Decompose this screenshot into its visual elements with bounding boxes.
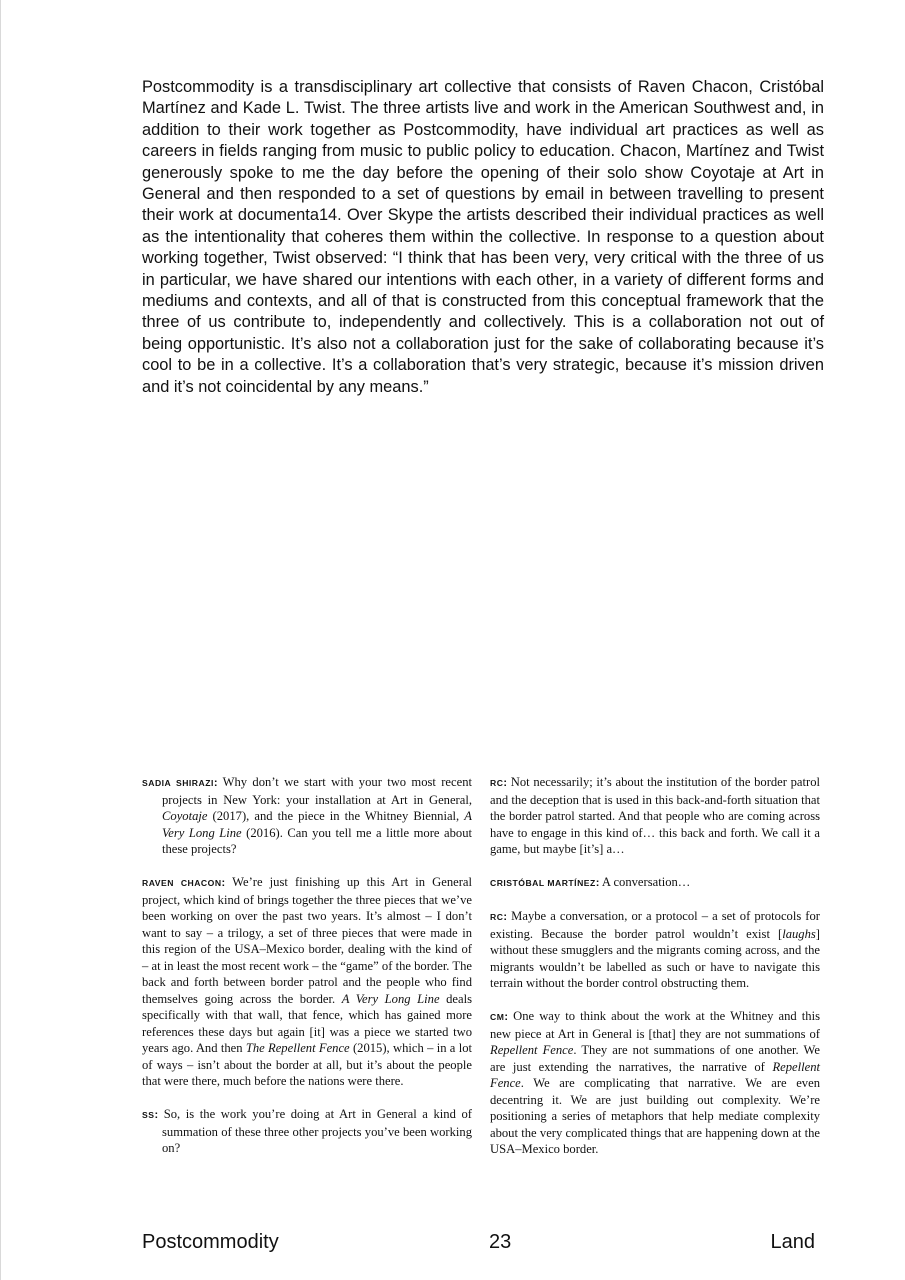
speaker-label: CM bbox=[490, 1012, 505, 1022]
speaker-label: RC bbox=[490, 778, 504, 788]
intro-paragraph: Postcommodity is a transdisciplinary art collective that consists of Raven Chacon, Cristóbal Martínez and Kade L. Twist. The three artists live and work in the American Southwest and, in addition to their work together as Postcommodity, have individual art practices as well as careers in fields ranging from music to public policy to education. Chacon, Martínez and Twist generously spoke to me the day before the opening of their solo show Coyotaje at Art in General and then responded to a set of questions by email in between travelling to present their work at documenta14. Over Skype the artists described their individual practices as well as the intentionality that coheres them within the collective. In response to a question about working together, Twist observed: “I think that has been very, very critical with the three of us in particular, we have shared our intentions with each other, in a variety of different forms and mediums and contexts, and all of that is constructed from this conceptual framework that the three of us contribute to, independently and collectively. This is a collaboration not out of being opportunistic. It’s also not a collaboration just for the sake of collaborating because it’s cool to be in a collective. It’s a collaboration that’s very strategic, because it’s mission driven and it’s not coincidental by any means.” bbox=[142, 78, 824, 396]
interview-entry: RC: Not necessarily; it’s about the institution of the border patrol and the deception that is used in this back-and-forth situation that the border patrol started. And that people who are coming across have to engage in this kind of… this back and forth. We call it a game, but maybe [it’s] a… bbox=[490, 775, 820, 856]
page-number: 23 bbox=[489, 1231, 512, 1253]
page-edge bbox=[0, 0, 1, 1280]
speaker-label: SADIA SHIRAZI bbox=[142, 778, 214, 788]
footer-running-title: Postcommodity bbox=[142, 1231, 279, 1253]
speaker-label: RAVEN CHACON bbox=[142, 878, 222, 888]
interview-entry: CM: One way to think about the work at the Whitney and this new piece at Art in General is [that] they are not summations of Repellent Fence. They are not summations of one another. We are just extending the narratives, the narrative of Repellent Fence. We are complicating that narrative. We are even decentring it. We are just building out complexity. We’re positioning a series of metaphors that help mediate complexity about the very complicated things that are happening down at the USA–Mexico border. bbox=[490, 1009, 820, 1156]
interview-entry: SS: So, is the work you’re doing at Art in General a kind of summation of these three other projects you’ve been working on? bbox=[142, 1107, 472, 1155]
interview-column-left bbox=[142, 774, 472, 1173]
page-footer bbox=[142, 1231, 815, 1259]
interview-column-right bbox=[490, 774, 820, 1174]
interview-entry: SADIA SHIRAZI: Why don’t we start with your two most recent projects in New York: your installation at Art in General, Coyotaje (2017), and the piece in the Whitney Biennial, A Very Long Line (2016). Can you tell me a little more about these projects? bbox=[142, 775, 472, 856]
interview-entry: RAVEN CHACON: We’re just finishing up this Art in General project, which kind of brings together the three pieces that we’ve been working on over the past two years. It’s almost – I don’t want to say – a trilogy, a set of three pieces that were made in this region of the USA–Mexico border, dealing with the kind of – at in least the most recent work – the “game” of the border. The back and forth between border patrol and the people who find themselves going across the border. A Very Long Line deals specifically with that wall, that fence, which has gained more references these days but again [it] was a piece we started two years ago. And then The Repellent Fence (2015), which – in a lot of ways – isn’t about the border at all, but it’s about the people that were there, much before the nations were there. bbox=[142, 875, 472, 1088]
interview-entry: CRISTÓBAL MARTÍNEZ: A conversation… bbox=[490, 875, 691, 889]
speaker-label: SS bbox=[142, 1110, 155, 1120]
footer-section-title: Land bbox=[770, 1231, 815, 1253]
speaker-label: CRISTÓBAL MARTÍNEZ bbox=[490, 878, 596, 888]
interview-entry: RC: Maybe a conversation, or a protocol – a set of protocols for existing. Because the border patrol wouldn’t exist [laughs] without these smugglers and the migrants coming across, and the migrants wouldn’t be labelled as such or have to navigate this terrain without the border control obstructing them. bbox=[490, 909, 820, 990]
speaker-label: RC bbox=[490, 912, 504, 922]
